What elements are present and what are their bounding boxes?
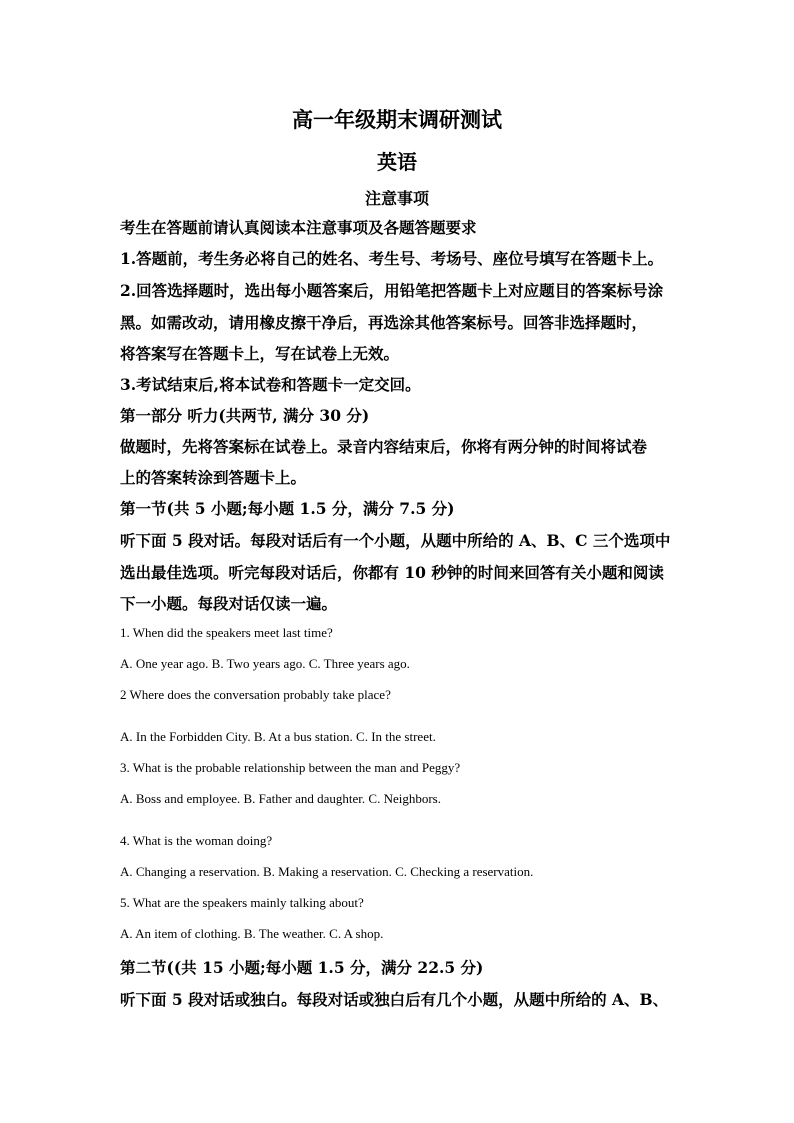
instruction-item-2-line-2: 黑。如需改动，请用橡皮擦干净后，再选涂其他答案标号。回答非选择题时， [120, 313, 648, 332]
section1-desc-line-2: 选出最佳选项。听完每段对话后，你都有 10 秒钟的时间来回答有关小题和阅读 [120, 563, 664, 582]
section1-desc-line-1: 听下面 5 段对话。每段对话后有一个小题，从题中所给的 A、B、C 三个选项中 [120, 531, 671, 550]
question-2: 2 Where does the conversation probably take place? [120, 687, 391, 702]
part1-desc-line-1: 做题时，先将答案标在试卷上。录音内容结束后，你将有两分钟的时间将试卷 [120, 437, 648, 456]
question-5: 5. What are the speakers mainly talking about? [120, 895, 364, 910]
question-3-options: A. Boss and employee. B. Father and daughter. C. Neighbors. [120, 791, 441, 806]
section2-heading: 第二节((共 15 小题;每小题 1.5 分，满分 22.5 分) [120, 958, 484, 977]
question-3: 3. What is the probable relationship between the man and Peggy? [120, 760, 461, 775]
instructions-intro: 考生在答题前请认真阅读本注意事项及各题答题要求 [120, 218, 477, 237]
question-1-options: A. One year ago. B. Two years ago. C. Three years ago. [120, 656, 410, 671]
exam-title: 高一年级期末调研测试 [292, 107, 502, 132]
notice-heading: 注意事项 [364, 189, 429, 208]
instruction-item-2-line-1: 2.回答选择题时，选出每小题答案后，用铅笔把答题卡上对应题目的答案标号涂 [120, 281, 664, 300]
question-4-options: A. Changing a reservation. B. Making a reservation. C. Checking a reservation. [120, 864, 534, 879]
question-5-options: A. An item of clothing. B. The weather. C. A shop. [120, 926, 384, 941]
instruction-item-2-line-3: 将答案写在答题卡上，写在试卷上无效。 [120, 344, 400, 363]
instruction-item-3: 3.考试结束后,将本试卷和答题卡一定交回。 [120, 375, 421, 394]
subject-title: 英语 [377, 150, 417, 174]
part1-heading: 第一部分 听力(共两节, 满分 30 分) [120, 406, 370, 425]
part1-desc-line-2: 上的答案转涂到答题卡上。 [120, 468, 307, 487]
question-2-options: A. In the Forbidden City. B. At a bus station. C. In the street. [120, 729, 436, 744]
section1-desc-line-3: 下一小题。每段对话仅读一遍。 [120, 594, 338, 613]
question-1: 1. When did the speakers meet last time? [120, 625, 333, 640]
question-4: 4. What is the woman doing? [120, 833, 273, 848]
section2-desc-line-1: 听下面 5 段对话或独白。每段对话或独白后有几个小题，从题中所给的 A、B、 [120, 990, 669, 1009]
instruction-item-1: 1.答题前，考生务必将自己的姓名、考生号、考场号、座位号填写在答题卡上。 [120, 249, 664, 268]
section1-heading: 第一节(共 5 小题;每小题 1.5 分，满分 7.5 分) [120, 499, 455, 518]
